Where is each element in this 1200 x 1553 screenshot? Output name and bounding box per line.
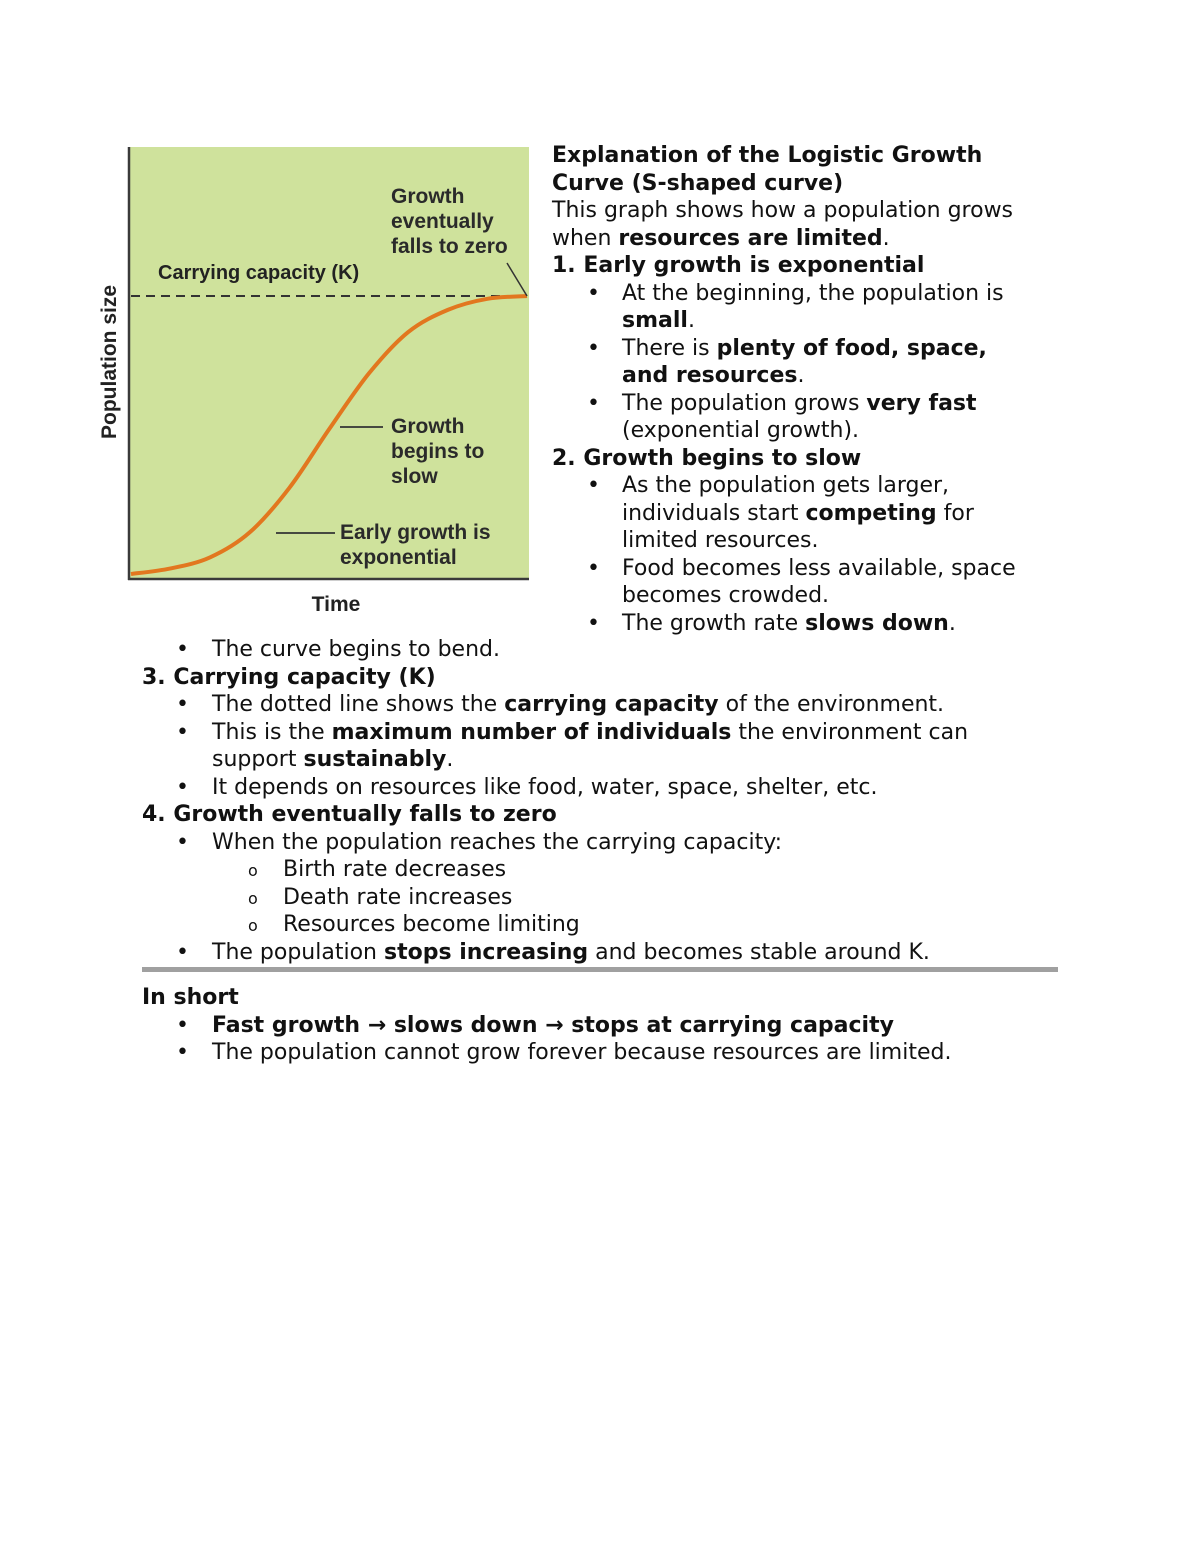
bullet-icon: • (587, 610, 600, 636)
in-short-heading: In short (142, 985, 239, 1010)
bullet-icon: • (587, 555, 600, 581)
list-item: • The population stops increasing and becomes stable around K. (176, 939, 930, 965)
bullet-icon: • (587, 473, 600, 498)
bullet-icon: • (176, 719, 189, 745)
list-item: • Fast growth → slows down → stops at carrying capacity (176, 1012, 894, 1038)
annotation-early-exponential: Early growth is exponential (340, 521, 491, 569)
title-line-2: Curve (S-shaped curve) (552, 170, 844, 196)
list-item: • There is plenty of food, space, and resources. (587, 335, 987, 388)
intro-line-2: when resources are limited. (552, 225, 890, 251)
list-item: • When the population reaches the carrying capacity: (176, 829, 783, 855)
list-item: • Food becomes less available, space becomes crowded. (587, 555, 1016, 608)
bullet-icon: • (176, 637, 189, 662)
bullet-icon: • (587, 280, 600, 306)
circle-bullet-icon: o (248, 888, 258, 908)
list-item: • The dotted line shows the carrying capacity of the environment. (176, 692, 945, 717)
bullet-icon: • (176, 939, 189, 965)
bullet-icon: • (176, 1012, 189, 1038)
list-item: • The population cannot grow forever because resources are limited. (176, 1040, 952, 1065)
list-item: • As the population gets larger, individuals start competing for limited resources. (587, 473, 974, 553)
circle-bullet-icon: o (248, 916, 258, 935)
bullet-icon: • (176, 829, 189, 855)
list-item: • At the beginning, the population is small. (587, 280, 1004, 333)
sub-list-item: o Resources become limiting (142, 911, 1062, 939)
bullet-icon: • (176, 774, 189, 800)
list-item: • The curve begins to bend. (176, 637, 500, 662)
title-line-1: Explanation of the Logistic Growth (552, 143, 983, 168)
section-3-heading: 3. Carrying capacity (K) (142, 664, 436, 690)
bullet-icon: • (176, 1040, 189, 1065)
horizontal-divider (142, 967, 1058, 972)
intro-line-1: This graph shows how a population grows (552, 198, 1014, 223)
logistic-growth-figure (95, 140, 540, 620)
list-item: • The growth rate slows down. (587, 610, 956, 636)
bullet-icon: • (587, 335, 600, 361)
main-text-body (142, 636, 1062, 1067)
explanation-column (552, 142, 1072, 637)
annotation-growth-slow: Growth begins to slow (391, 415, 485, 488)
circle-bullet-icon: o (248, 861, 258, 880)
section-2-heading: 2. Growth begins to slow (552, 445, 862, 471)
sub-list-item: o Death rate increases (142, 884, 1062, 912)
list-item: • This is the maximum number of individuals the environment can support sustainably. (176, 719, 969, 772)
bullet-icon: • (176, 692, 189, 717)
section-1-heading: 1. Early growth is exponential (552, 253, 925, 278)
list-item: • The population grows very fast (exponential growth). (587, 390, 977, 443)
bullet-icon: • (587, 390, 600, 416)
x-axis-label: Time (311, 593, 361, 616)
carrying-capacity-label: Carrying capacity (K) (158, 262, 360, 284)
section-4-heading: 4. Growth eventually falls to zero (142, 802, 557, 827)
y-axis-label: Population size (98, 284, 121, 440)
list-item: • It depends on resources like food, water, space, shelter, etc. (176, 774, 878, 800)
sub-list-item: o Birth rate decreases (142, 856, 1062, 884)
annotation-growth-zero: Growth eventually falls to zero (391, 185, 508, 258)
